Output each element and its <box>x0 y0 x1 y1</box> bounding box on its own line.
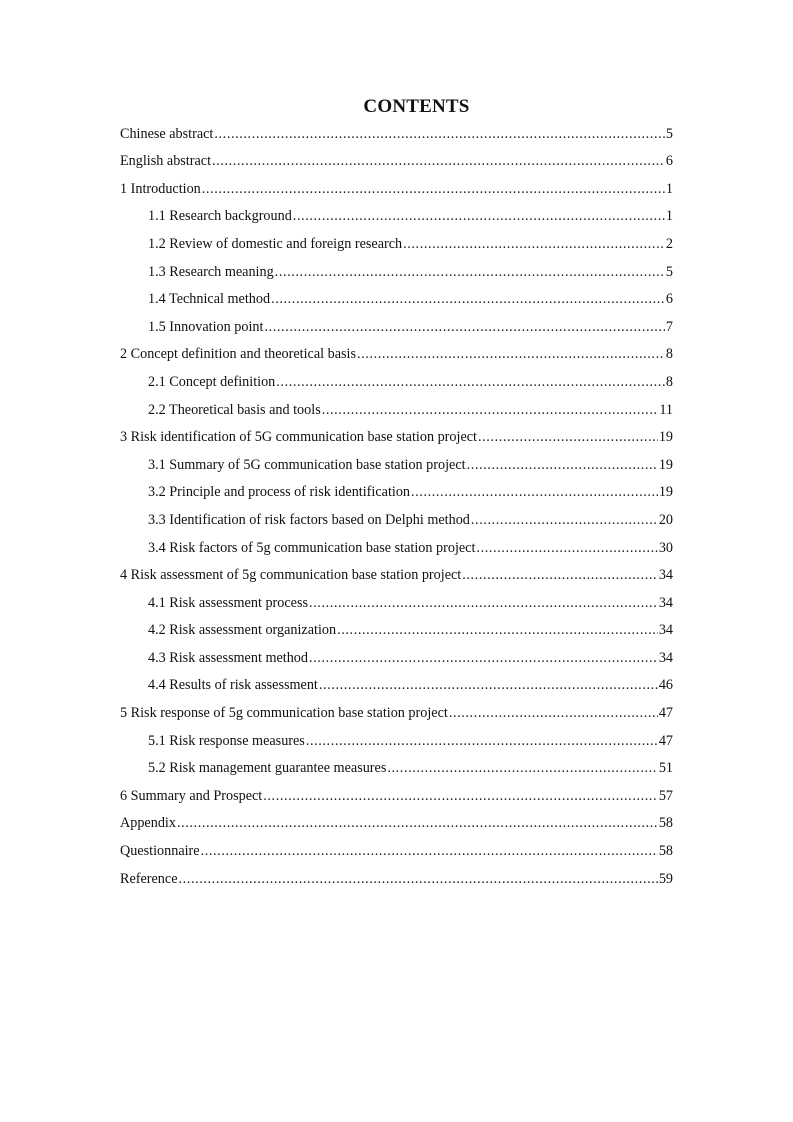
toc-page-number: 19 <box>658 429 673 446</box>
toc-dot-leader <box>264 319 664 336</box>
toc-entry-label: 1 Introduction <box>120 180 201 197</box>
toc-entry-label: Appendix <box>120 815 176 832</box>
toc-page-number: 5 <box>665 125 673 142</box>
toc-page-number: 5 <box>665 263 673 280</box>
toc-entry[interactable] <box>120 225 673 253</box>
toc-page-number: 59 <box>658 870 673 887</box>
toc-page-number: 19 <box>658 456 673 473</box>
toc-dot-leader <box>462 567 658 584</box>
toc-dot-leader <box>449 705 658 722</box>
table-of-contents <box>120 115 673 888</box>
toc-page-number: 47 <box>658 705 673 722</box>
toc-entry-label: 3.3 Identification of risk factors based on Delphi method <box>148 511 470 528</box>
toc-dot-leader <box>202 181 665 198</box>
toc-page-number: 58 <box>658 843 673 860</box>
toc-entry[interactable] <box>120 363 673 391</box>
toc-dot-leader <box>387 760 657 777</box>
toc-dot-leader <box>411 484 658 501</box>
toc-entry[interactable] <box>120 391 673 419</box>
toc-dot-leader <box>403 236 665 253</box>
toc-dot-leader <box>177 815 658 832</box>
toc-entry-label: English abstract <box>120 153 212 170</box>
toc-entry[interactable] <box>120 143 673 171</box>
toc-entry-label: 4 Risk assessment of 5g communication base station project <box>120 567 462 584</box>
toc-entry-label: 2.1 Concept definition <box>148 373 276 390</box>
toc-entry[interactable] <box>120 115 673 143</box>
toc-dot-leader <box>478 429 658 446</box>
toc-entry[interactable] <box>120 667 673 695</box>
toc-dot-leader <box>319 677 658 694</box>
toc-page-number: 47 <box>658 732 673 749</box>
toc-page-number: 1 <box>665 180 673 197</box>
toc-page-number: 6 <box>665 153 673 170</box>
toc-entry-label: Questionnaire <box>120 843 200 860</box>
toc-entry-label: 4.1 Risk assessment process <box>148 594 308 611</box>
toc-dot-leader <box>214 126 665 143</box>
toc-entry-label: 1.4 Technical method <box>148 291 271 308</box>
toc-entry[interactable] <box>120 336 673 364</box>
toc-entry[interactable] <box>120 501 673 529</box>
toc-entry-label: 5.1 Risk response measures <box>148 732 305 749</box>
toc-dot-leader <box>201 843 658 860</box>
toc-entry[interactable] <box>120 253 673 281</box>
toc-dot-leader <box>471 512 658 529</box>
toc-page-number: 34 <box>658 649 673 666</box>
toc-page-number: 8 <box>665 346 673 363</box>
toc-entry-label: 1.5 Innovation point <box>148 318 264 335</box>
toc-entry[interactable] <box>120 722 673 750</box>
toc-entry[interactable] <box>120 198 673 226</box>
toc-dot-leader <box>467 457 658 474</box>
toc-dot-leader <box>275 264 665 281</box>
toc-dot-leader <box>309 595 658 612</box>
toc-dot-leader <box>293 208 665 225</box>
toc-entry[interactable] <box>120 612 673 640</box>
toc-entry[interactable] <box>120 446 673 474</box>
toc-dot-leader <box>179 871 658 888</box>
toc-entry-label: 5 Risk response of 5g communication base station project <box>120 705 448 722</box>
page-title: CONTENTS <box>363 96 470 117</box>
toc-entry[interactable] <box>120 419 673 447</box>
toc-dot-leader <box>306 733 658 750</box>
toc-page-number: 34 <box>658 622 673 639</box>
toc-page-number: 2 <box>665 235 673 252</box>
toc-entry-label: 3 Risk identification of 5G communication base station project <box>120 429 477 446</box>
toc-entry-label: 4.4 Results of risk assessment <box>148 677 318 694</box>
toc-dot-leader <box>476 540 657 557</box>
toc-page-number: 57 <box>658 787 673 804</box>
toc-entry[interactable] <box>120 639 673 667</box>
toc-page-number: 1 <box>665 208 673 225</box>
toc-entry-label: 1.1 Research background <box>148 208 292 225</box>
toc-dot-leader <box>337 622 658 639</box>
toc-page-number: 58 <box>658 815 673 832</box>
toc-page-number: 19 <box>658 484 673 501</box>
toc-entry[interactable] <box>120 557 673 585</box>
toc-page-number: 34 <box>658 594 673 611</box>
toc-page-number: 20 <box>658 511 673 528</box>
toc-dot-leader <box>357 346 665 363</box>
toc-entry-label: 2.2 Theoretical basis and tools <box>148 401 321 418</box>
toc-entry[interactable] <box>120 281 673 309</box>
toc-entry-label: 4.3 Risk assessment method <box>148 649 308 666</box>
toc-entry-label: 4.2 Risk assessment organization <box>148 622 337 639</box>
toc-entry-label: 5.2 Risk management guarantee measures <box>148 760 387 777</box>
toc-dot-leader <box>276 374 665 391</box>
toc-entry[interactable] <box>120 777 673 805</box>
toc-entry[interactable] <box>120 584 673 612</box>
toc-dot-leader <box>309 650 658 667</box>
toc-entry[interactable] <box>120 805 673 833</box>
toc-page-number: 30 <box>658 539 673 556</box>
toc-entry-label: Chinese abstract <box>120 125 214 142</box>
toc-page-number: 8 <box>665 373 673 390</box>
toc-entry-label: 3.1 Summary of 5G communication base station project <box>148 456 466 473</box>
toc-dot-leader <box>212 153 665 170</box>
toc-dot-leader <box>322 402 659 419</box>
toc-entry[interactable] <box>120 474 673 502</box>
toc-entry-label: 3.4 Risk factors of 5g communication base station project <box>148 539 476 556</box>
toc-entry-label: 3.2 Principle and process of risk identification <box>148 484 411 501</box>
toc-entry[interactable] <box>120 170 673 198</box>
toc-entry[interactable] <box>120 860 673 888</box>
toc-dot-leader <box>263 788 658 805</box>
toc-page-number: 6 <box>665 291 673 308</box>
toc-page-number: 46 <box>658 677 673 694</box>
toc-entry-label: 2 Concept definition and theoretical basis <box>120 346 356 363</box>
toc-dot-leader <box>271 291 665 308</box>
toc-entry-label: 1.3 Research meaning <box>148 263 274 280</box>
toc-entry[interactable] <box>120 694 673 722</box>
toc-page-number: 51 <box>658 760 673 777</box>
toc-entry[interactable] <box>120 750 673 778</box>
toc-entry[interactable] <box>120 832 673 860</box>
toc-page-number: 11 <box>659 401 673 418</box>
toc-entry[interactable] <box>120 529 673 557</box>
toc-entry-label: 6 Summary and Prospect <box>120 787 263 804</box>
toc-page-number: 34 <box>658 567 673 584</box>
toc-entry-label: 1.2 Review of domestic and foreign research <box>148 235 403 252</box>
toc-entry[interactable] <box>120 308 673 336</box>
toc-page-number: 7 <box>665 318 673 335</box>
toc-entry-label: Reference <box>120 870 178 887</box>
